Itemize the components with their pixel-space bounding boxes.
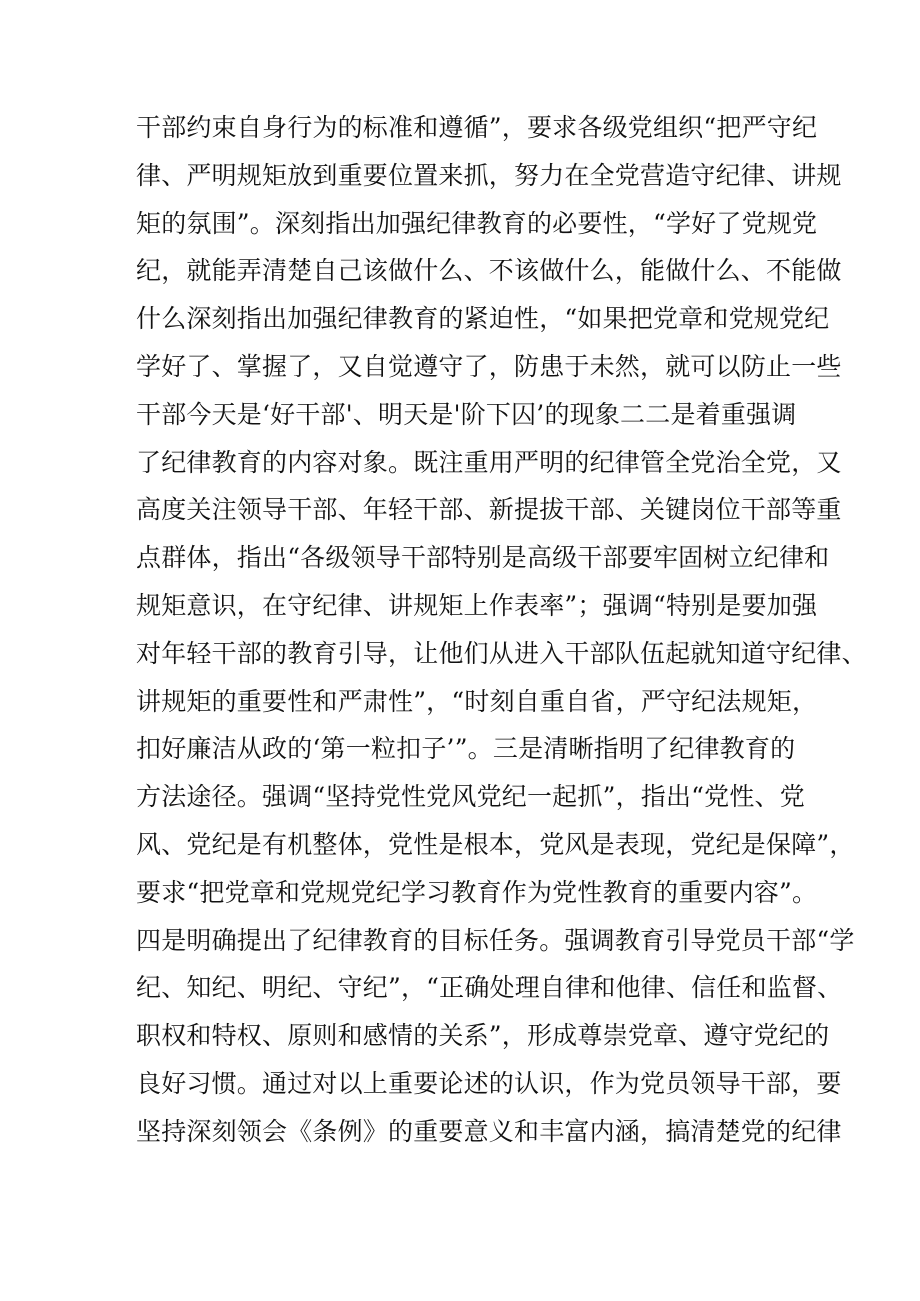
text-line: 学好了、掌握了，又自觉遵守了，防患于未然，就可以防止一些 [136, 351, 842, 381]
text-line: 要求“把党章和党规党纪学习教育作为党性教育的重要内容”。 [136, 877, 818, 907]
text-line: 风、党纪是有机整体，党性是根本，党风是表现，党纪是保障”， [136, 829, 855, 859]
text-line: 了纪律教育的内容对象。既注重用严明的纪律管全党治全党，又 [136, 447, 842, 477]
text-line: 职权和特权、原则和感情的关系”，形成尊崇党章、遵守党纪的 [136, 1021, 830, 1051]
text-line: 律、严明规矩放到重要位置来抓，努力在全党营造守纪律、讲规 [136, 160, 842, 190]
text-line: 矩的氛围”。深刻指出加强纪律教育的必要性，“学好了党规党 [136, 208, 818, 238]
text-line: 坚持深刻领会《条例》的重要意义和丰富内涵，搞清楚党的纪律 [136, 1116, 842, 1146]
text-line: 方法途径。强调“坚持党性党风党纪一起抓”，指出“党性、党 [136, 782, 805, 812]
text-line: 对年轻干部的教育引导，让他们从进入干部队伍起就知道守纪律、 [136, 638, 867, 668]
text-line: 纪、知纪、明纪、守纪”，“正确处理自律和他律、信任和监督、 [136, 973, 843, 1003]
text-line: 高度关注领导干部、年轻干部、新提拔干部、关键岗位干部等重 [136, 495, 842, 525]
text-line: 纪，就能弄清楚自己该做什么、不该做什么，能做什么、不能做 [136, 256, 842, 286]
text-line: 干部约束自身行为的标准和遵循”，要求各级党组织“把严守纪 [136, 113, 818, 142]
text-line: 规矩意识，在守纪律、讲规矩上作表率”；强调“特别是要加强 [136, 590, 818, 620]
text-line: 良好习惯。通过对以上重要论述的认识，作为党员领导干部，要 [136, 1068, 842, 1098]
text-line: 干部今天是‘好干部'、明天是'阶下囚’的现象二二是着重强调 [136, 399, 797, 429]
text-line: 讲规矩的重要性和严肃性”，“时刻自重自省，严守纪法规矩， [136, 686, 818, 716]
text-line: 什么深刻指出加强纪律教育的紧迫性，“如果把党章和党规党纪 [136, 304, 830, 334]
text-line: 点群体，指出“各级领导干部特别是高级干部要牢固树立纪律和 [136, 543, 830, 573]
body-text [136, 104, 867, 1156]
text-line: 四是明确提出了纪律教育的目标任务。强调教育引导党员干部“学 [136, 925, 855, 955]
text-line: 扣好廉洁从政的‘第一粒扣子’”。三是清晰指明了纪律教育的 [136, 734, 796, 764]
